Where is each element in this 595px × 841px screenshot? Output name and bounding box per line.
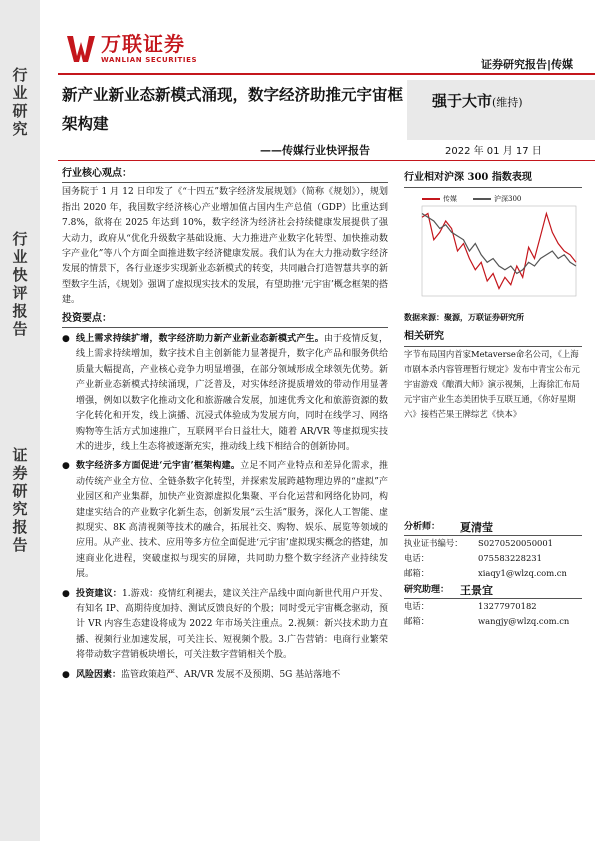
bullet-body: 由于疫情反复，线上需求持续增加，数字技术自主创新能力显著提升，数字化产品和服务供给质量大幅提高，产业核心竞争力明显增强，在部分领域形成全球领先优势。新产业新业态新模式持续涌现，广泛普及，对实体经济提质增效的带动作用显著增强，例如以数字化推动文化和旅游融合发展，加速优秀文化和旅游资源的数字化转化和开发，线上演播、沉浸式体验成为发展方向，同时在线学习、网络购物等生活方式加速推广，互联网平台日益壮大，随着 AR/VR 等虚拟现实技术的进步，线上生态将被逐渐充实，推动线上线下相结合的创新协同。: [76, 334, 388, 452]
assistant-row: [404, 583, 582, 599]
chart-source: 数据来源：聚源，万联证券研究所: [404, 312, 524, 322]
analyst-detail-row: [404, 536, 582, 551]
bullet-text: [76, 668, 340, 683]
core-views-text: 国务院于 1 月 12 日印发了《“十四五”数字经济发展规划》（简称《规划》），规划指出 2020 年，我国数字经济核心产业增加值占国内生产总值（GDP）比重达到 7.8%，欲将在 2025 年达到 10%，数字经济为经济社会持续健康发展提供了强大动力，政府从“优化升级数字基础设施、大力推进产业数字化转型、加快推动数字产业化”等八个方面全面推进数字经济健康发展。我们认为在大力推动数字经济发展的情景下，各行业逐步实现新业态新模式的转变，共同融合打造智慧共享的新型数字生活，《规划》强调了虚拟现实技术的发展，有望助推‘元宇宙’概念框架的搭建。: [62, 187, 388, 306]
bullet-text: [76, 459, 388, 582]
related-research-heading: 相关研究: [404, 331, 444, 342]
investment-points-heading: 投资要点：: [62, 311, 388, 328]
header-divider: [58, 73, 595, 75]
sidebar-label-industry-research: 行业研究: [12, 66, 28, 138]
bullet-body: 1.游戏：疫情红利褪去，建议关注产品线中面向新世代用户开发、有知名 IP、高期待度加持、测试反馈良好的个股；同时受元宇宙概念驱动，预计 VR 内容生态建设将成为 2022 年市场关注重点。2.视频：新兴技术助力直播、视频行业加速发展，可关注长、短视频个股。3.广告营销：电商行业繁荣将带动数字营销板块增长，可关注数字营销相关个股。: [76, 588, 388, 661]
logo-mark-icon: [66, 34, 96, 64]
chart-heading: 行业相对沪深 300 指数表现: [404, 172, 532, 183]
bullet-item: [62, 587, 388, 664]
legend-label-hs300: 沪深300: [494, 195, 522, 203]
bullet-item: [62, 668, 388, 683]
detail-value: S0270520050001: [478, 538, 554, 548]
assistant-label: 研究助理：: [404, 585, 450, 595]
core-views-heading: 行业核心观点：: [62, 166, 388, 183]
detail-value: 075583228231: [478, 553, 542, 563]
performance-chart: [404, 187, 582, 308]
assistant-detail-row: [404, 599, 582, 614]
detail-key: 执业证书编号：: [404, 538, 463, 548]
legend-swatch-media: [422, 198, 440, 200]
analyst-block: [404, 520, 582, 629]
title-divider: [58, 160, 595, 161]
report-type: 证券研究报告|传媒: [480, 58, 573, 71]
report-subtitle: ——传媒行业快评报告: [260, 144, 370, 157]
analyst-detail-row: [404, 566, 582, 581]
bullet-bold: 线上需求持续扩增，数字经济助力新产业新业态新模式产生。: [76, 334, 324, 345]
bullet-bold: 风险因素：: [76, 669, 122, 680]
detail-key: 电话：: [404, 601, 430, 611]
bullet-dot-icon: ●: [62, 461, 70, 472]
bullet-text: [76, 587, 388, 664]
legend-label-media: 传媒: [443, 195, 457, 203]
related-research-text: 字节布局国内首家Metaverse命名公司，《上海市剧本杀内容管理暂行规定》发布中青宝公布元宇宙游戏《酿酒大师》演示视频，上海徐汇布局元宇宙产业生态美团快手互联互通，《你好星期六》接档芒果王牌综艺《快本》: [404, 346, 582, 422]
assistant-name: 王景宜: [460, 584, 493, 597]
detail-value: wangjy@wlzq.com.cn: [478, 616, 570, 626]
company-logo: [66, 34, 197, 64]
right-column: [404, 170, 582, 629]
detail-value: 13277970182: [478, 601, 537, 611]
sidebar: [0, 0, 40, 841]
report-title: 新产业新业态新模式涌现，数字经济助推元宇宙框架构建: [62, 85, 404, 133]
bullet-text: [76, 332, 388, 455]
rating: [432, 90, 523, 111]
legend-item-media: [422, 192, 457, 207]
bullet-dot-icon: ●: [62, 334, 70, 345]
sidebar-label-securities-report: 证券研究报告: [12, 446, 28, 554]
detail-key: 电话：: [404, 553, 430, 563]
bullet-dot-icon: ●: [62, 669, 70, 680]
assistant-detail-row: [404, 614, 582, 629]
bullet-body: 立足不同产业特点和差异化需求，推动传统产业全方位、全链条数字化转型，并探索发展跨越物理边界的“虚拟”产业园区和产业集群，加快产业资源虚拟化集聚、平台化运营和网络化协同，构建虚实结合的产业数字化新生态，创新发展“云生活”服务，深化人工智能、虚拟现实、8K 高清视频等技术的融合，拓展社交、购物、娱乐、展览等领域的应用。从产业、技术、应用等多方位全面促进‘元宇宙’虚拟现实概念的搭建，加速商业化进程，突破虚拟与现实的屏障，共同助力整个数字经济产业持续发展。: [76, 461, 388, 580]
detail-key: 邮箱：: [404, 616, 430, 626]
rating-note: (维持): [492, 96, 523, 109]
sidebar-label-quick-review: 行业快评报告: [12, 230, 28, 338]
rating-value: 强于大市: [432, 92, 493, 110]
detail-value: xiaqy1@wlzq.com.cn: [478, 568, 567, 578]
bullet-dot-icon: ●: [62, 588, 70, 599]
analyst-label: 分析师：: [404, 522, 441, 532]
legend-item-hs300: [473, 192, 521, 207]
logo-english-name: WANLIAN SECURITIES: [101, 56, 198, 64]
bullet-bold: 数字经济多方面促进‘元宇宙’框架构建。: [76, 461, 241, 472]
chart-legend: [422, 192, 521, 207]
legend-swatch-hs300: [473, 198, 491, 200]
analyst-row: [404, 520, 582, 536]
bullet-item: [62, 459, 388, 582]
analyst-name: 夏清莹: [460, 521, 493, 534]
detail-key: 邮箱：: [404, 568, 430, 578]
main-content: [62, 166, 388, 683]
analyst-detail-row: [404, 551, 582, 566]
bullet-body: 监管政策趋严、AR/VR 发展不及预期、5G 基站落地不: [121, 669, 341, 680]
bullet-bold: 投资建议：: [76, 588, 122, 599]
bullet-item: [62, 332, 388, 455]
logo-chinese-name: 万联证券: [101, 32, 185, 56]
report-date: 2022 年 01 月 17 日: [445, 146, 542, 157]
